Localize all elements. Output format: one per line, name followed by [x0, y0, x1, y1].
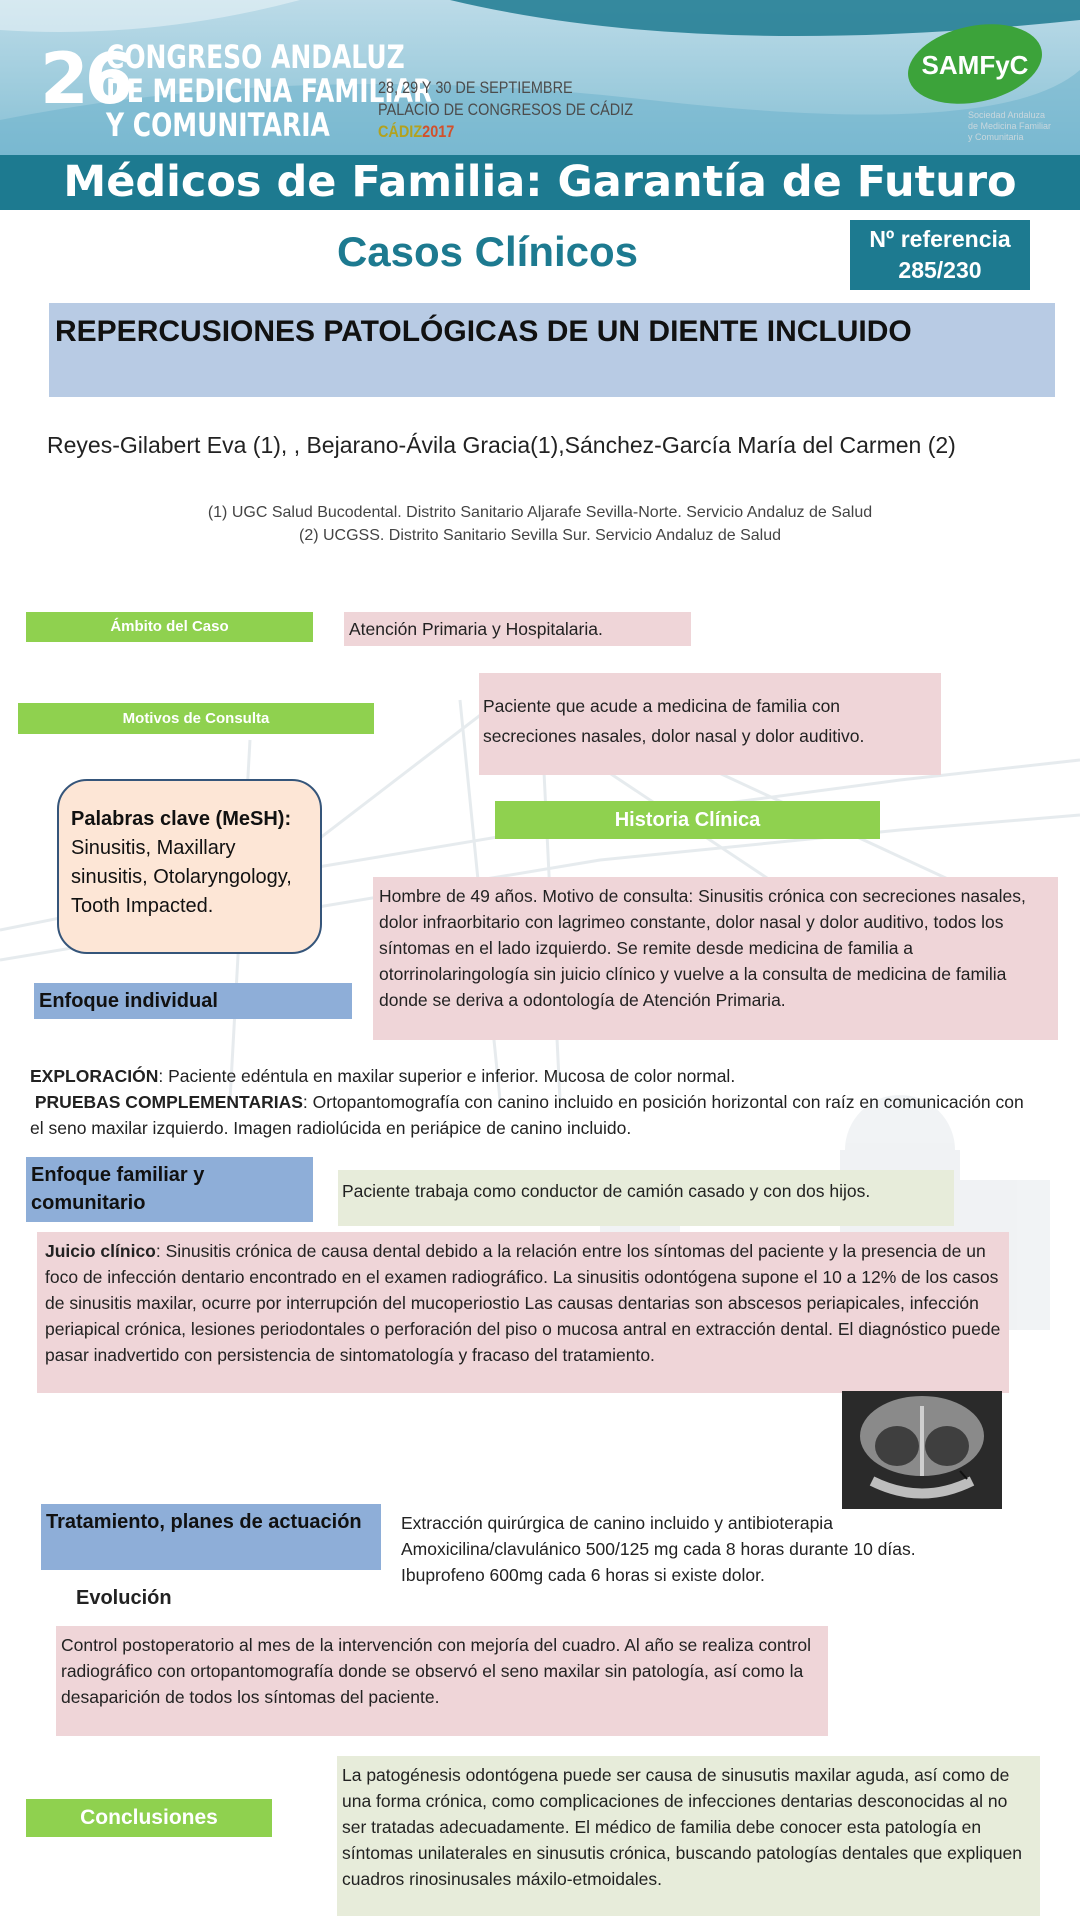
tratamiento-line-3: Ibuprofeno 600mg cada 6 horas si existe dolor.	[401, 1565, 765, 1585]
samfyc-subtext-2: de Medicina Familiar	[968, 121, 1052, 131]
congress-name-line-3: Y COMUNITARIA	[106, 106, 330, 144]
affiliation-2: (2) UCGSS. Distrito Sanitario Sevilla Sur. Servicio Andaluz de Salud	[299, 527, 781, 544]
samfyc-subtext-3: y Comunitaria	[968, 132, 1024, 142]
congress-venue: PALACIO DE CONGRESOS DE CÁDIZ	[378, 100, 634, 119]
samfyc-logo	[905, 22, 1045, 107]
xray-image	[842, 1391, 1002, 1509]
affiliation-1: (1) UGC Salud Bucodental. Distrito Sanitario Aljarafe Sevilla-Norte. Servicio Andaluz de Salud	[207, 504, 873, 521]
exploracion-line: EXPLORACIÓN: Paciente edéntula en maxilar superior e inferior. Mucosa de color normal.	[30, 1066, 736, 1086]
conclusiones-label: Conclusiones	[26, 1799, 272, 1837]
enfoque-familiar-label: Enfoque familiar y comunitario	[26, 1157, 313, 1222]
congress-header	[0, 0, 1080, 155]
keywords-text: Sinusitis, Maxillary sinusitis, Otolaryngology, Tooth Impacted.	[71, 837, 292, 917]
authors: Reyes-Gilabert Eva (1), , Bejarano-Ávila Gracia(1),Sánchez-García María del Carmen (2)	[47, 432, 956, 458]
historia-text: Hombre de 49 años. Motivo de consulta: Sinusitis crónica con secreciones nasales, dolor infraorbitario con lagrimeo constante, dolor nasal y dolor auditivo, todos los síntomas en el lado izquierdo. Se remite desde medicina de familia a otorrinolaringología sin juicio clínico y vuelve a la consulta de medicina de familia donde se deriva a odontología de Atención Primaria.	[373, 877, 1058, 1040]
section-title: Casos Clínicos	[336, 228, 639, 275]
congress-dates: 28, 29 Y 30 DE SEPTIEMBRE	[378, 78, 573, 97]
enfoque-familiar-text: Paciente trabaja como conductor de camión casado y con dos hijos.	[338, 1170, 954, 1226]
keywords-label: Palabras clave (MeSH):	[71, 808, 292, 830]
tratamiento-line-1: Extracción quirúrgica de canino incluido y antibioterapia	[401, 1513, 833, 1533]
samfyc-subtext-1: Sociedad Andaluza	[968, 110, 1046, 120]
evolucion-label: Evolución	[76, 1587, 172, 1609]
congress-name-line-2: DE MEDICINA FAMILIAR	[106, 72, 433, 110]
motto-banner: Médicos de Familia: Garantía de Futuro	[0, 155, 1080, 210]
pruebas-paragraph: PRUEBAS COMPLEMENTARIAS: Ortopantomografía con canino incluido en posición horizontal con raíz en comunicación con el seno maxilar izquierdo. Imagen radiolúcida en periápice de canino incluido.	[30, 1092, 1024, 1138]
historia-label: Historia Clínica	[495, 801, 880, 839]
juicio-clinico-text: Juicio clínico: Sinusitis crónica de causa dental debido a la relación entre los síntomas del paciente y la presencia de un foco de infección dentario encontrado en el examen radiográfico. La sinusitis odontógena supone el 10 a 12% de los casos de sinusitis maxilar, ocurre por interrupción del mucoperiostio Las causas dentarias son abscesos periapicales, infección periapical crónica, lesiones periodontales o perforación del piso o mucosa antral en extracción dental. El diagnóstico puede pasar inadvertido con persistencia de sintomatología y fracaso del tratamiento.	[37, 1232, 1009, 1393]
tratamiento-text	[401, 1510, 1001, 1588]
tratamiento-line-2: Amoxicilina/clavulánico 500/125 mg cada 8 horas durante 10 días.	[401, 1539, 916, 1559]
motivos-text: Paciente que acude a medicina de familia con secreciones nasales, dolor nasal y dolor auditivo.	[479, 673, 941, 775]
case-title: REPERCUSIONES PATOLÓGICAS DE UN DIENTE INCLUIDO	[49, 303, 1055, 397]
ambito-label: Ámbito del Caso	[26, 612, 313, 642]
congress-city-year: CÁDIZ2017	[378, 122, 455, 141]
keywords-box	[57, 779, 322, 954]
samfyc-logo-text: SAMFyC	[921, 50, 1029, 80]
reference-box	[850, 220, 1030, 290]
motivos-label: Motivos de Consulta	[18, 703, 374, 734]
congress-name-line-1: CONGRESO ANDALUZ	[106, 38, 405, 76]
reference-number: 285/230	[898, 257, 982, 283]
conclusiones-text: La patogénesis odontógena puede ser causa de sinusutis maxilar aguda, así como de una forma crónica, como complicaciones de infecciones dentarias desconocidas al no ser tratadas adecuadamente. El médico de familia debe conocer esta patología en síntomas unilaterales en sinusutis crónica, buscando patologías dentales que expliquen cuadros rinosinusales máxilo-etmoidales.	[337, 1756, 1040, 1916]
reference-label: Nº referencia	[869, 226, 1011, 252]
enfoque-individual-label: Enfoque individual	[34, 983, 352, 1019]
tratamiento-label: Tratamiento, planes de actuación	[41, 1504, 381, 1570]
congress-number: 26	[40, 38, 130, 120]
enfoque-individual-text	[30, 1063, 1040, 1141]
evolucion-text: Control postoperatorio al mes de la intervención con mejoría del cuadro. Al año se realiza control radiográfico con ortopantomografía donde se observó el seno maxilar sin patología, así como la desaparición de todos los síntomas del paciente.	[56, 1626, 828, 1736]
ambito-text: Atención Primaria y Hospitalaria.	[344, 612, 691, 646]
